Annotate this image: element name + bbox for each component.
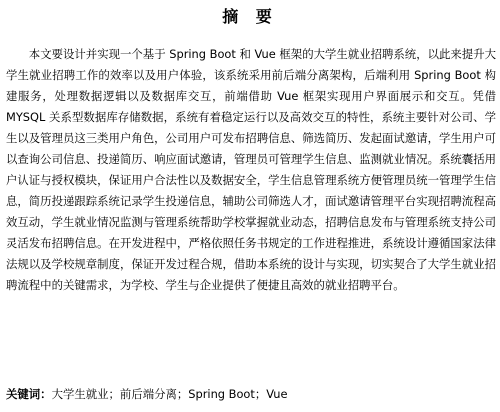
page-title: 摘 要 — [222, 7, 278, 26]
abstract-body: 本文要设计并实现一个基于 Spring Boot 和 Vue 框架的大学生就业招聘系统，以此来提升大学生就业招聘工作的效率以及用户体验，该系统采用前后端分离架构，后端利用 Spring Boot 构建服务，处理数据逻辑以及数据库交互，前端借助 Vue 框架实现用户界面展示和交互。凭借 MYSQL 关系型数据库存储数据，系统有着稳定运行以及高效交互的特性，系统主要针对公司、学生以及管理员这三类用户角色，公司用户可发布招聘信息、筛选简历、发起面试邀请，学生用户可以查询公司信息、投递简历、响应面试邀请，管理员可管理学生信息、监测就业情况。系统囊括用户认证与授权模块，保证用户合法性以及数据安全，学生信息管理系统方便管理员统一管理学生信息，简历投递跟踪系统记录学生投递信息，辅助公司筛选人才，面试邀请管理平台实现招聘流程高效互动，学生就业情况监测与管理系统帮助学校掌握就业动态，招聘信息发布与管理系统支持公司灵活发布招聘信息。在开发进程中，严格依照任务书规定的工作进程推进，系统设计遵循国家法律法规以及学校规章制度，保证开发过程合规，借助本系统的设计与实现，切实契合了大学生就业招聘流程中的关键需求，为学校、学生与企业提供了便捷且高效的就业招聘平台。 — [6, 47, 496, 292]
keywords-label: 关键词： — [6, 387, 52, 401]
keywords-text: 大学生就业；前后端分离；Spring Boot；Vue — [51, 387, 288, 401]
keywords-line — [6, 384, 288, 404]
